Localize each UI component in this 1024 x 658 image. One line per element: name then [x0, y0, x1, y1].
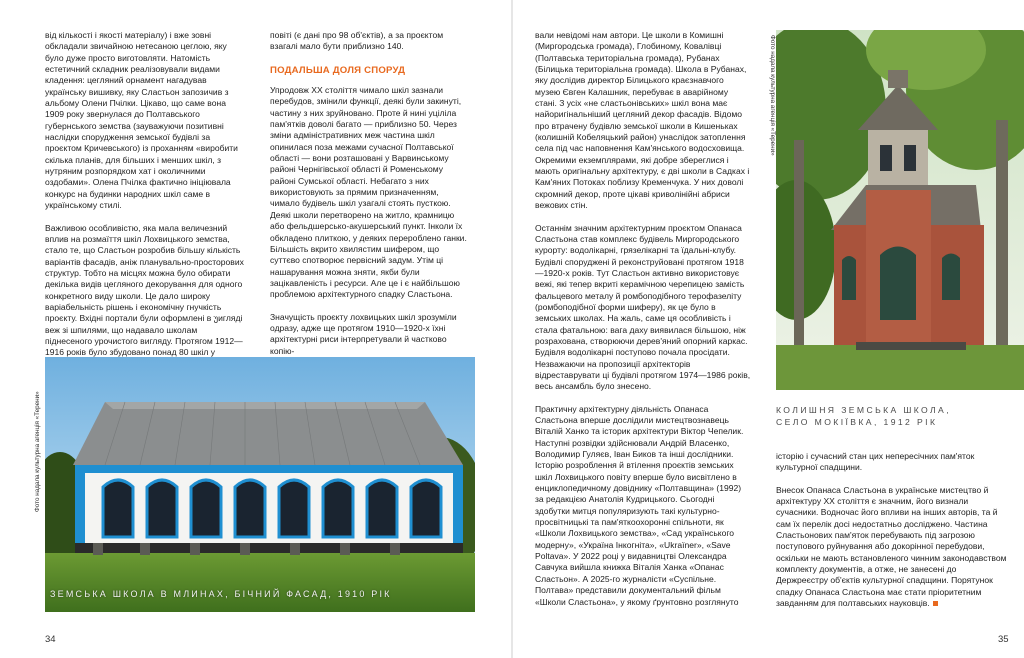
paragraph: Упродовж XX століття чимало шкіл зазнали перебудов, змінили функції, деякі були закинуті, частину з них зруйновано. Проте й нині уціліла пам'ятків доволі багато — приблизно 50. Через зміни адміністративних меж частина шкіл опинилася поза межами сучасної Полтавської області — вони розташовані у Варвинському районі Чернігівської області й Роменському районі Сумської області. Небагато з них використовують за прямим призначенням, чимало будівель шкіл узагалі стоять пусткою. Деякі школи перетворено на житло, крамницю або фельдшерсько-акушерський пункт. Інколи їх обкладено плиткою, у деяких перероблено ганки. Більшість вкрито хвилястим шифером, що суттєво спотворює первісний задум. Утім ці нашарування можна зняти, якби були зацікавленість і ресурси. Але це і є найбільшою проблемою архітектурного спадку Сластьона.: [270, 85, 467, 300]
paragraph: Значущість проєкту лохвицьких шкіл зрозуміли одразу, адже ще протягом 1910—1920-х їхні архітектурні риси інтерпретували й частково копію-: [270, 311, 457, 356]
left-column-1: [45, 30, 245, 370]
photo-caption: [776, 404, 951, 428]
paragraph: Останнім значним архітектурним проєктом Опанаса Сластьона став комплекс будівель Миргородського курорту: водолікарні, грязелікарні та їдальні-клубу. Будівлі споруджені й реконструйовані протягом 1918—1920-х років. Тут Сластьон активно використовує вежі, які тепер вкриті керамічною черепицею замість фальцевого металу й ромбоподібного терофазеліту (ромбоподібної форми шиферу), як це було в земських школах. На жаль, саме ця особливість і стала фатальною: вага даху виявилася більшою, ніж розрахована, створюючи дерев'яний опорний каркас. Будівля водолікарні поступово почала просідати. Незважаючи на пропозиції архітекторів відреставрувати ці будівлі протягом 1974—1986 років, весь ансамбль було знесено.: [535, 222, 751, 392]
school-photo-mlyny: [45, 357, 475, 612]
photo-caption-line: СЕЛО МОКІЇВКА, 1912 РІК: [776, 417, 938, 427]
paragraph: Практичну архітектурну діяльність Опанаса Сластьона вперше дослідили мистецтвознавець Віталій Ханко та історик архітектури Віктор Чепелик. Наступні розвідки здійснювали Андрій Власенко, Володимир Гуляєв, Іван Биков та інші дослідники. Історію розроблення й втілення проєктів земських шкіл Лохвицького повіту вперше було висвітлено в енциклопедичному довіднику «Полтавщина» (1992) за редакцією Анатолія Кудрицького. Сьогодні здобутки митця популяризують такі культурно-просвітницькі та пам'яткоохоронні спільноти, як «Школи Лохвицького земства», «Сад українського модерну», «Україна Інкогніта», «Ukraїner», «Save Poltava». У 2022 році у видавництві Олександра Савчука вийшла книжка Віталія Ханка «Опанас Сластьон». А 2025-го журналісти «Суспільне. Полтава» представили документальний фільм «Школи Сластьона», у якому ґрунтовно розглянуто: [535, 403, 744, 607]
page-number: 34: [45, 634, 56, 645]
paragraph: Важливою особливістю, яка мала величезний вплив на розмаїття шкіл Лохвицького земства, стало те, що Сластьон розробив більшу кількість варіантів фасадів, аніж планувально-просторових структур. Тобто на місцях можна було обирати декілька видів цегляного декорування для одного конкретного виду школи. Це дало широку варіабельність рішень і економічну гнучкість проєкту. Вхідні портали були оформлені в უигляді веж зі шпилями, що надавало школам піднесеного урочистого вигляду. Протягом 1912—1916 років було збудовано понад 80 шкіл у: [45, 222, 244, 358]
left-page: [0, 0, 511, 658]
right-page: [513, 0, 1024, 658]
section-heading: ПОДАЛЬША ДОЛЯ СПОРУД: [270, 64, 406, 76]
paragraph: вали невідомі нам автори. Це школи в Комишні (Миргородська громада), Глобиному, Ковалівці (Полтавська територіальна громада), Рубанах (Білицька територіальна громада). Школа в Рубанах, яку дослідив директор Білицького краєзнавчого музею Євген Калашник, перебуває в аварійному стані. З усіх «не сластьонівських» шкіл вона має найоригінальніший цегляний декор фасадів. Відомо про втрачену будівлю земської школи в Кишеньках (колишній Кобеляцький район) унаслідок затоплення села під час наповнення Кам'янського водосховища. Окремими екземплярами, які добре збереглися і мають оригінальну архітектуру, є дві школи в Садках і Кам'яних Потоках поблизу Кременчука. У них доволі скромний декор, проте цікаві криволінійні абриси вежових стін.: [535, 30, 750, 211]
paragraph: від кількості і якості матеріалу) і вже зовні обкладали звичайною нетесаною цеглою, яку було дуже просто виготовляти. Натомість естетичний складник реалізовували видами кладення: цегляний орнамент нагадував українську вишивку, яку Сластьон запозичив з альбому Олени Пчілки. Цікаво, що саме вона 1909 року звернулася до Полтавського губернського земства (зауважуючи позитивні наслідки спорудження земської будівлі за проєктом Кричевського) із проханням «виробити скількa планів, для більших і менших шкіл, з нутряним розпорядком хат і околичними оздобами». Олена Пчілка фактично ініціювала конкурс на будинки народних шкіл саме в українському стилі.: [45, 30, 238, 211]
photo-credit: Фото надала культурна агенція «Терени»: [34, 391, 41, 512]
paragraph: повіті (є дані про 98 об'єктів), а за проєктом взагалі мало бути приблизно 140.: [270, 30, 444, 52]
school-photo-illustration: [776, 30, 1024, 390]
paragraph-text: Внесок Опанаса Сластьона в українське мистецтво й архітектуру XX століття є значним, його визнали сучасники. Водночас його впливи на інших авторів, та й сам їх перелік досі недостатньо досліджено. Частина Сластьонових пам'яток перебувають під загрозою поступового руйнування або докорінної перебудови, оскільки не мають встановленого чинним законодавством комплекту документів, а отже, не занесені до Держреєстру об'єктів культурної спадщини. Порятунок спадку Опанаса Сластьона має стати пріоритетним завданням для полтавських науковців.: [776, 484, 1007, 609]
paragraph: [776, 485, 1008, 610]
left-column-2: [270, 30, 470, 357]
end-of-article-mark: [933, 601, 938, 606]
school-photo-illustration: [45, 357, 475, 612]
page-number: 35: [998, 634, 1009, 645]
right-column-2: [776, 451, 1008, 609]
right-column-1: [535, 30, 751, 608]
photo-caption-line: КОЛИШНЯ ЗЕМСЬКА ШКОЛА,: [776, 405, 951, 415]
photo-caption: ЗЕМСЬКА ШКОЛА В МЛИНАХ, БІЧНИЙ ФАСАД, 1910 РІК: [50, 589, 392, 599]
paragraph: історію і сучасний стан цих непересічних пам'яток культурної спадщини.: [776, 451, 975, 473]
photo-credit: Фото надала культурна агенція «Терени»: [769, 35, 776, 156]
school-photo-mokiivka: [776, 30, 1024, 390]
